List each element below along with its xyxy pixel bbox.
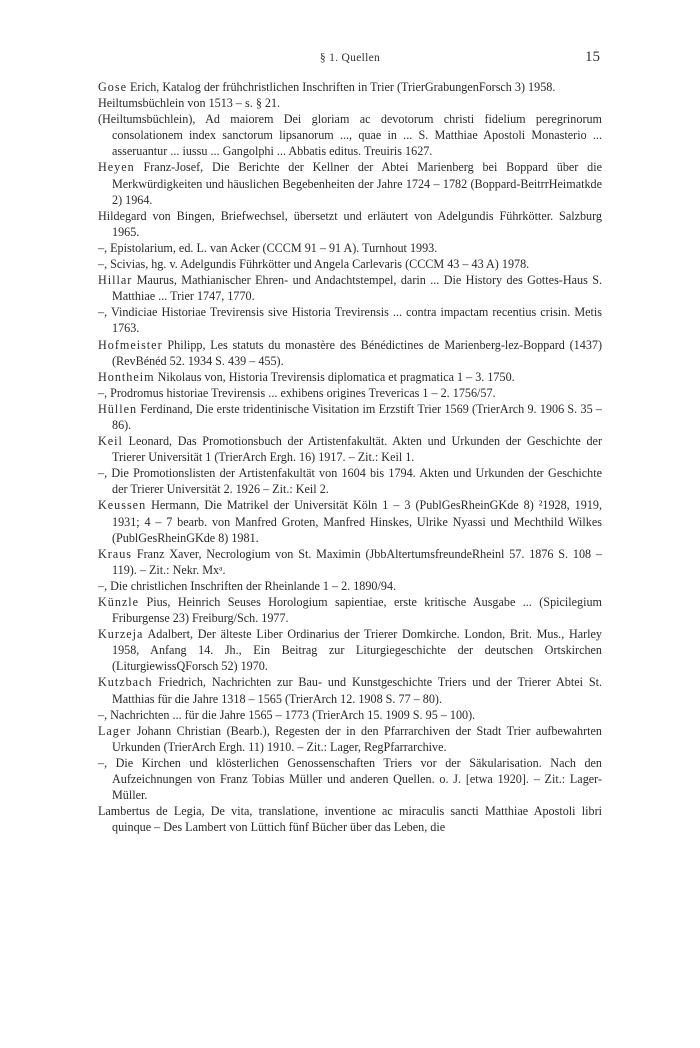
entry-text: Adalbert, Der älteste Liber Ordinarius der Trierer Domkirche. London, Brit. Mus., Harley 1958, Anfang 14. Jh., Ein Beitrag zur Liturgiegeschichte der deutschen Ortskirchen (LiturgiewissQForsch 52) 1970.	[112, 627, 602, 674]
entry-author: Gose	[98, 80, 127, 94]
bibliography-entry	[98, 803, 602, 835]
entry-text: Ferdinand, Die erste tridentinische Visitation im Erzstift Trier 1569 (TrierArch 9. 1906 S. 35 – 86).	[112, 401, 602, 432]
bibliography-entry	[98, 707, 602, 723]
page-number: 15	[585, 49, 600, 65]
entry-author: Keussen	[98, 498, 147, 513]
bibliography-entry	[98, 401, 602, 433]
entry-author: Künzle	[98, 595, 140, 609]
entry-text: Pius, Heinrich Seuses Horologium sapientiae, erste kritische Ausgabe ... (Spicilegium Friburgense 23) Freiburg/Sch. 1977.	[112, 595, 602, 626]
bibliography-entry	[98, 385, 602, 401]
bibliography-entry	[98, 578, 602, 594]
bibliography-entry	[98, 674, 602, 706]
entry-text: –, Vindiciae Historiae Trevirensis sive Historia Trevirensis ... contra impactam recentius crisin. Metis 1763.	[98, 305, 602, 336]
bibliography-entry	[98, 240, 602, 256]
entry-text: Maurus, Mathianischer Ehren- und Andachtstempel, darin ... Die History des Gottes-Haus S. Matthiae ... Trier 1747, 1770.	[112, 273, 602, 304]
entry-text: Friedrich, Nachrichten zur Bau- und Kunstgeschichte Triers und der Trierer Abtei St. Matthias für die Jahre 1318 – 1565 (TrierArch 12. 1908 S. 77 – 80).	[112, 675, 602, 706]
entry-text: –, Die christlichen Inschriften der Rheinlande 1 – 2. 1890/94.	[98, 578, 397, 593]
bibliography-entry	[98, 79, 602, 95]
entry-text: Erich, Katalog der frühchristlichen Inschriften in Trier (TrierGrabungenForsch 3) 1958.	[126, 80, 556, 94]
bibliography-entry	[98, 369, 602, 385]
bibliography-entry	[98, 272, 602, 304]
bibliography-entry	[98, 95, 602, 111]
entry-author: Hontheim	[98, 369, 155, 384]
bibliography-entry	[98, 111, 602, 159]
entry-author: Hofmeister	[98, 337, 163, 352]
bibliography-entry	[98, 594, 602, 626]
entry-author: Heyen	[98, 160, 135, 175]
bibliography-entry	[98, 433, 602, 465]
bibliography-list	[98, 79, 602, 835]
bibliography-entry	[98, 304, 602, 336]
entry-text: –, Die Promotionslisten der Artistenfakultät von 1604 bis 1794. Akten und Urkunden der Geschichte der Trierer Universität 2. 1926 – Zit.: Keil 2.	[98, 466, 602, 497]
bibliography-entry	[98, 256, 602, 272]
entry-text: (Heiltumsbüchlein), Ad maiorem Dei gloriam ac devotorum christi fidelium peregrinorum consolationem index sanctorum lipsanorum ..., quae in ... S. Matthiae Apostoli Monasterio ... asseruantur ... iussu ... Gangolphi ... Abbatis editus. Treuiris 1627.	[98, 112, 602, 159]
entry-author: Hillar	[98, 273, 133, 288]
entry-author: Hüllen	[98, 401, 138, 416]
bibliography-entry	[98, 497, 602, 545]
bibliography-entry	[98, 159, 602, 207]
entry-text: Nikolaus von, Historia Trevirensis diplomatica et pragmatica 1 – 3. 1750.	[154, 369, 515, 384]
entry-author: Kurzeja	[98, 627, 144, 642]
entry-author: Kraus	[98, 546, 132, 561]
entry-text: Heiltumsbüchlein von 1513 – s. § 21.	[98, 96, 281, 111]
bibliography-entry	[98, 626, 602, 674]
bibliography-entry	[98, 337, 602, 369]
entry-text: Franz-Josef, Die Berichte der Kellner der Abtei Marienberg bei Boppard über die Merkwürdigkeiten und häuslichen Begebenheiten der Jahre 1724 – 1782 (Boppard-BeitrrHeimatkde 2) 1964.	[112, 160, 602, 207]
entry-text: –, Nachrichten ... für die Jahre 1565 – 1773 (TrierArch 15. 1909 S. 95 – 100).	[98, 707, 476, 722]
entry-text: Hildegard von Bingen, Briefwechsel, übersetzt und erläutert von Adelgundis Führkötter. Salzburg 1965.	[98, 208, 602, 239]
bibliography-entry	[98, 723, 602, 755]
bibliography-entry	[98, 208, 602, 240]
entry-text: –, Epistolarium, ed. L. van Acker (CCCM 91 – 91 A). Turnhout 1993.	[98, 240, 438, 255]
entry-text: –, Prodromus historiae Trevirensis ... exhibens origines Trevericas 1 – 2. 1756/57.	[98, 385, 496, 400]
running-head: § 1. Quellen	[319, 52, 381, 64]
entry-author: Kutzbach	[98, 675, 153, 690]
entry-text: Franz Xaver, Necrologium von St. Maximin (JbbAltertumsfreundeRheinl 57. 1876 S. 108 – 119). – Zit.: Nekr. Mxᵃ.	[112, 546, 602, 577]
entry-text: –, Scivias, hg. v. Adelgundis Führkötter und Angela Carlevaris (CCCM 43 – 43 A) 1978.	[98, 257, 530, 272]
entry-text: Lambertus de Legia, De vita, translatione, inventione ac miraculis sancti Matthiae Apostoli libri quinque – Des Lambert von Lüttich fünf Bücher über das Leben, die	[98, 804, 602, 835]
entry-text: Hermann, Die Matrikel der Universität Köln 1 – 3 (PublGesRheinGKde 8) ²1928, 1919, 1931; 4 – 7 bearb. von Manfred Groten, Manfred Hinskes, Ulrike Nyassi und Mechthild Wilkes (PublGesRheinGKde 8) 1981.	[112, 498, 602, 545]
entry-text: Johann Christian (Bearb.), Regesten der in den Pfarrarchiven der Stadt Trier aufbewahrten Urkunden (TrierArch Ergh. 11) 1910. – Zit.: Lager, RegPfarrarchive.	[112, 723, 602, 754]
bibliography-entry	[98, 546, 602, 578]
entry-text: Philipp, Les statuts du monastère des Bénédictines de Marienberg-lez-Boppard (1437) (RevBénéd 52. 1934 S. 439 – 455).	[112, 337, 602, 368]
bibliography-entry	[98, 465, 602, 497]
entry-text: –, Die Kirchen und klösterlichen Genossenschaften Triers vor der Säkularisation. Nach den Aufzeichnungen von Franz Tobias Müller und anderen Quellen. o. J. [etwa 1920]. – Zit.: Lager-Müller.	[98, 755, 602, 803]
entry-author: Keil	[98, 434, 123, 449]
bibliography-entry	[98, 755, 602, 803]
entry-author: Lager	[98, 723, 132, 738]
entry-text: Leonard, Das Promotionsbuch der Artistenfakultät. Akten und Urkunden der Geschichte der Trierer Universität 1 (TrierArch Ergh. 16) 1917. – Zit.: Keil 1.	[112, 434, 602, 465]
